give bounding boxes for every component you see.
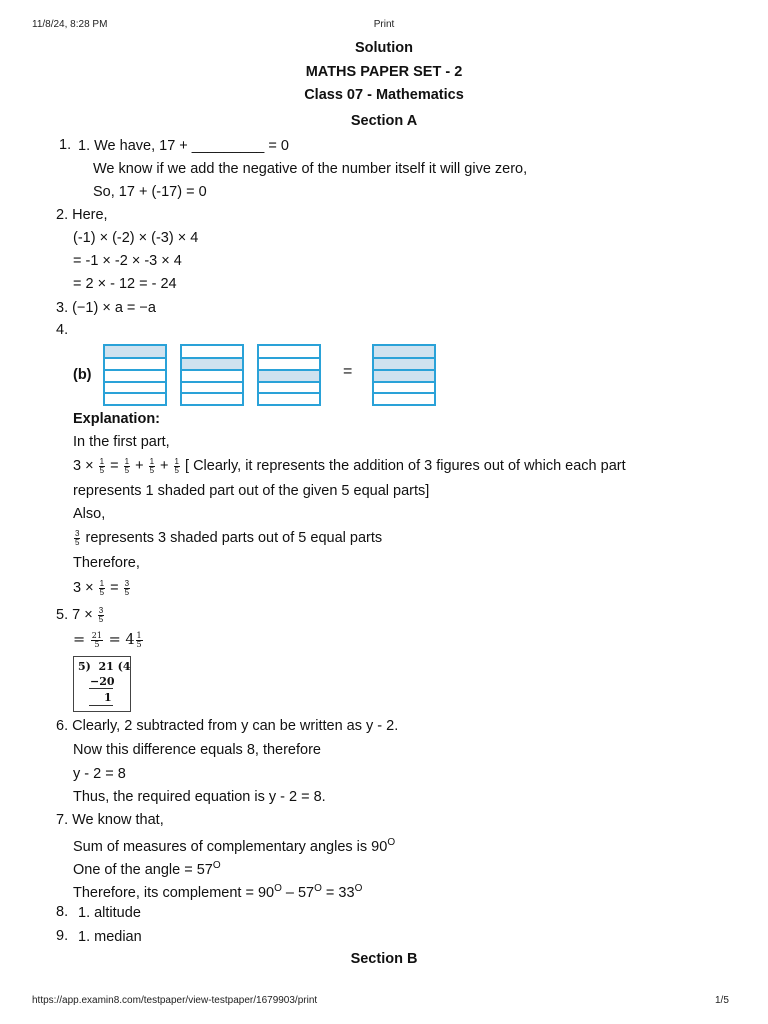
q4-line6: Therefore, [73, 555, 140, 571]
doc-class-line: Class 07 - Mathematics [304, 87, 464, 103]
figure-rect-2 [180, 344, 244, 406]
q4-number: 4. [56, 322, 69, 338]
q7-line3: One of the angle = $57^O$ [73, 860, 221, 878]
figure-rect-1 [103, 344, 167, 406]
q3-line1: 3. (−1) × a = −a [56, 300, 156, 316]
q5-line2: = $\frac{21}{5}$ = 4 $\frac{1}{5}$ [73, 630, 142, 649]
q1-line3: So, 17 + (-17) = 0 [93, 184, 207, 200]
q2-line2: (-1) × (-2) × (-3) × 4 [73, 230, 199, 246]
print-url: https://app.examin8.com/testpaper/view-testpaper/1679903/print [32, 995, 318, 1006]
q2-line3: = -1 × -2 × -3 × 4 [73, 253, 182, 269]
section-a-heading: Section A [350, 113, 418, 129]
print-datetime: 11/8/24, 8:28 PM [32, 19, 108, 30]
q5-line1: 5. 7 × $\frac{3}{5}$ [56, 605, 104, 624]
figure-rect-3 [257, 344, 321, 406]
q1-line2: We know if we add the negative of the number itself it will give zero, [93, 161, 528, 177]
q2-line1: 2. Here, [56, 207, 108, 223]
division-row3: 1 [104, 691, 112, 704]
q4-line3: represents 1 shaded part out of the given 5 equal parts] [73, 483, 430, 499]
q7-line2: Sum of measures of complementary angles is $90^O$ [73, 837, 396, 855]
q6-line2: Now this difference equals 8, therefore [73, 742, 321, 758]
page-number: 1/5 [715, 995, 729, 1006]
division-row1: 5) 21 (4 [78, 660, 131, 673]
q8-text: 1. altitude [78, 905, 141, 921]
q9-text: 1. median [78, 929, 142, 945]
q2-line4: = 2 × - 12 = - 24 [73, 276, 177, 292]
figure-equals: = [343, 363, 353, 380]
q4-line4: Also, [73, 506, 106, 522]
q9-number: 9. [56, 928, 69, 944]
figure-label: (b) [73, 367, 92, 383]
print-title: Print [373, 19, 395, 30]
q7-line4: Therefore, its complement = $90^O - 57^O = 33^O$ [73, 883, 363, 901]
q4-line5: $\frac{3}{5}$ represents 3 shaded parts out of 5 equal parts [75, 528, 383, 547]
long-division-box [73, 656, 131, 712]
q6-line3: y - 2 = 8 [73, 766, 126, 782]
figure-rect-result [372, 344, 436, 406]
q4-line2: 3 × $\frac{1}{5}$ = $\frac{1}{5}$ + $\frac{1}{5}$ + $\frac{1}{5}$ [ Clearly, it represents the addition of 3 figures out of which each part [73, 456, 626, 475]
q4-line7: 3 × $\frac{1}{5}$ = $\frac{3}{5}$ [73, 578, 130, 597]
section-b-heading: Section B [350, 951, 418, 967]
q1-number: 1. [59, 137, 72, 153]
division-row2: −20 [90, 675, 115, 688]
q1-line1: 1. We have, 17 + _________ = 0 [78, 138, 289, 154]
q4-line1: In the first part, [73, 434, 170, 450]
q7-line1: 7. We know that, [56, 812, 164, 828]
q6-line4: Thus, the required equation is y - 2 = 8. [73, 789, 326, 805]
q6-line1: 6. Clearly, 2 subtracted from y can be written as y - 2. [56, 718, 399, 734]
doc-title: Solution [355, 40, 413, 56]
q8-number: 8. [56, 904, 69, 920]
explanation-heading: Explanation: [73, 411, 161, 427]
doc-subtitle: MATHS PAPER SET - 2 [305, 64, 463, 80]
